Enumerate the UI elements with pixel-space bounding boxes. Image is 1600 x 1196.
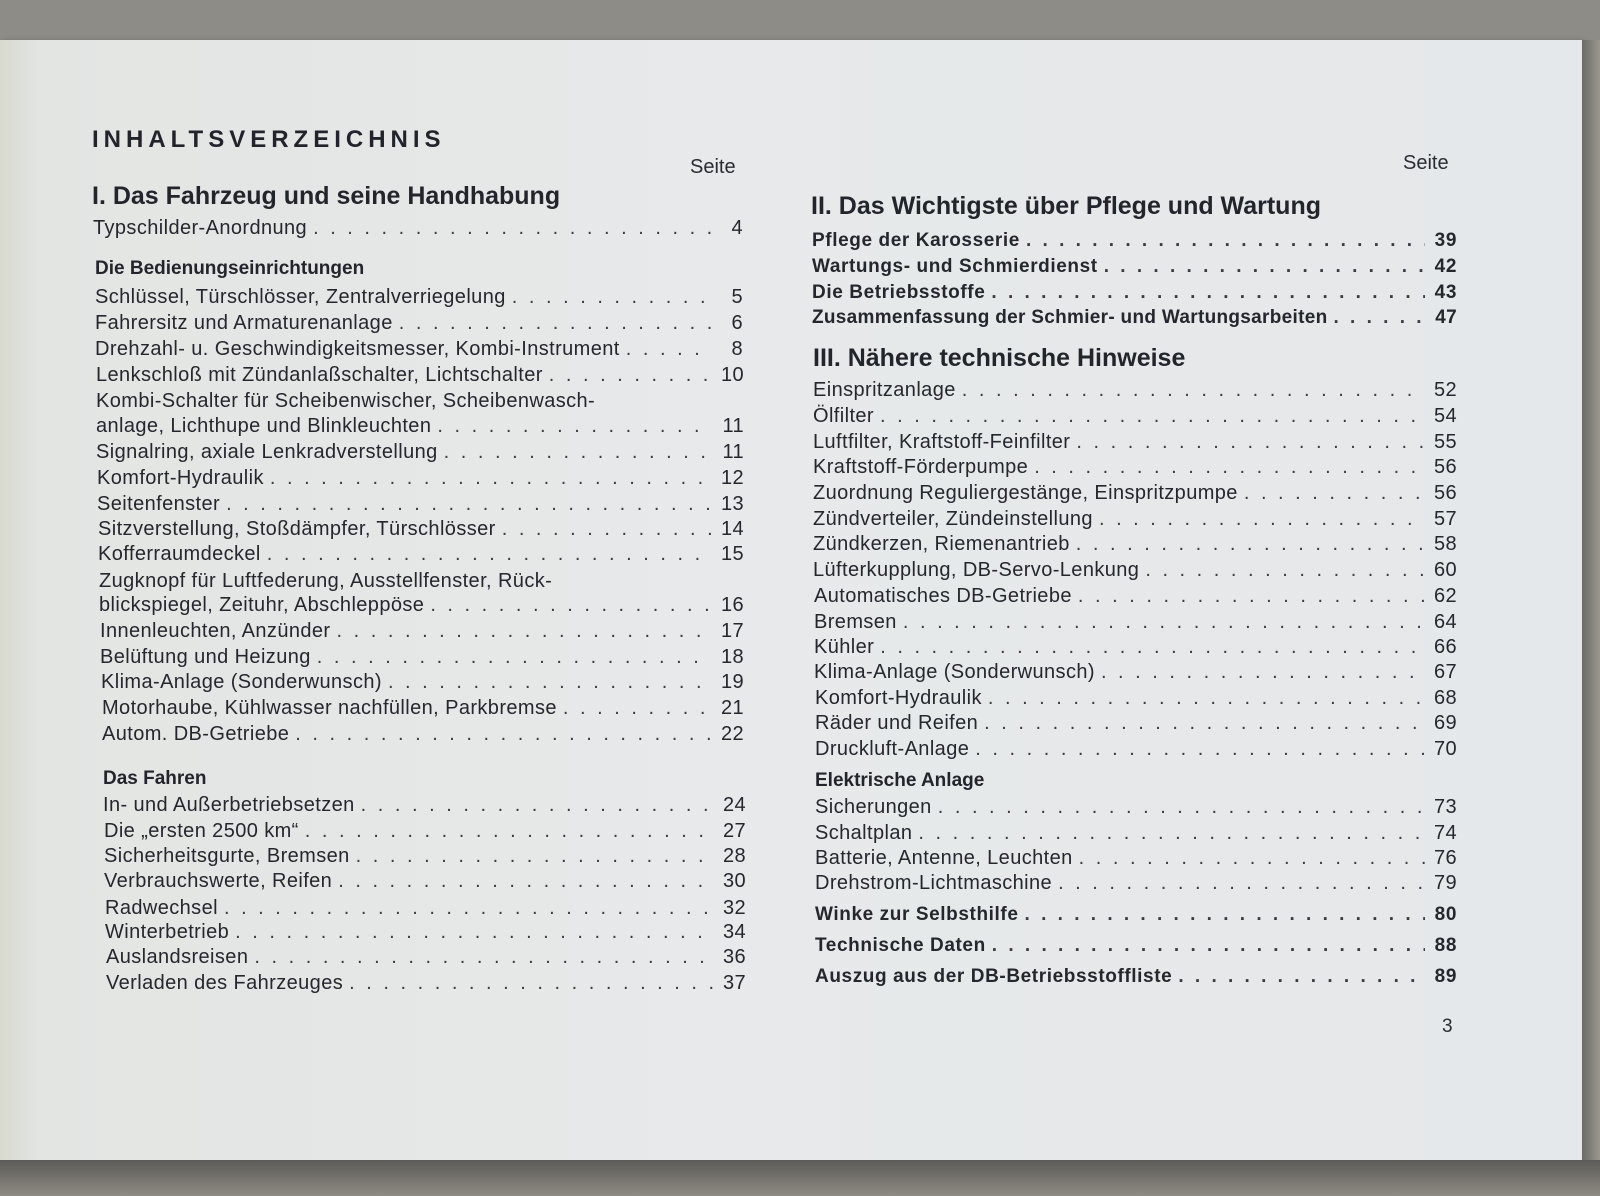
toc-entry (103, 794, 746, 817)
leader-dots (1034, 456, 1425, 479)
toc-entry (95, 286, 743, 309)
seite-label-left: Seite (690, 156, 736, 178)
entry-page: 62 (1433, 585, 1457, 607)
entry-page: 34 (722, 921, 746, 943)
entry-label: Signalring, axiale Lenkradverstellung (96, 441, 438, 463)
entry-page: 28 (722, 845, 746, 867)
toc-entry (813, 482, 1457, 505)
entry-page: 55 (1433, 431, 1457, 453)
entry-page: 4 (731, 217, 743, 239)
page-edge-right (1582, 40, 1600, 1160)
entry-label: Technische Daten (815, 935, 986, 956)
toc-entry (815, 935, 1457, 957)
toc-entry (813, 431, 1457, 454)
entry-page: 57 (1433, 508, 1457, 530)
entry-label: Auszug aus der DB-Betriebsstoffliste (815, 966, 1173, 987)
entry-page: 58 (1433, 533, 1457, 555)
leader-dots (992, 935, 1425, 957)
entry-page: 56 (1433, 456, 1457, 478)
toc-entry (96, 415, 744, 438)
toc-entry (813, 508, 1457, 531)
entry-label: Zuordnung Reguliergestänge, Einspritzpumpe (813, 482, 1238, 504)
leader-dots (317, 646, 712, 669)
toc-entry (815, 738, 1457, 761)
toc-entry (815, 847, 1457, 870)
entry-label: Luftfilter, Kraftstoff-Feinfilter (813, 431, 1071, 453)
entry-page: 56 (1433, 482, 1457, 504)
background-top (0, 0, 1600, 40)
toc-entry (814, 611, 1457, 634)
section-3-title: III. Nähere technische Hinweise (813, 344, 1186, 372)
entry-label: blickspiegel, Zeituhr, Abschleppöse (99, 594, 425, 616)
entry-page: 54 (1433, 405, 1457, 427)
leader-dots (1101, 661, 1425, 684)
toc-entry (104, 845, 746, 868)
toc-entry (815, 822, 1457, 845)
leader-dots (903, 611, 1425, 634)
leader-dots (361, 794, 714, 817)
entry-label: Drehstrom-Lichtmaschine (815, 872, 1053, 894)
toc-entry (812, 307, 1457, 329)
leader-dots (437, 415, 712, 438)
toc-entry (813, 533, 1457, 556)
leader-dots (1026, 230, 1425, 252)
toc-entry (106, 972, 746, 995)
toc-entry (102, 697, 744, 720)
leader-dots (356, 845, 714, 868)
entry-label: Innenleuchten, Anzünder (100, 620, 331, 642)
entry-label: Klima-Anlage (Sonderwunsch) (101, 671, 382, 693)
toc-entry (93, 217, 743, 240)
entry-page: 5 (731, 286, 743, 308)
entry-label: Lenkschloß mit Zündanlaßschalter, Lichtschalter (96, 364, 543, 386)
entry-label: Seitenfenster (97, 493, 221, 515)
entry-label: Kofferraumdeckel (98, 543, 261, 565)
toc-entry (812, 256, 1457, 278)
toc-entry (102, 723, 744, 746)
entry-label: Die „ersten 2500 km“ (104, 820, 299, 842)
leader-dots (224, 897, 714, 920)
leader-dots (388, 671, 712, 694)
entry-label: anlage, Lichthupe und Blinkleuchten (96, 415, 432, 437)
entry-page: 27 (722, 820, 746, 842)
entry-label: Zündkerzen, Riemenantrieb (813, 533, 1070, 555)
entry-page: 79 (1433, 872, 1457, 894)
entry-page: 32 (722, 897, 746, 919)
toc-entry (100, 646, 744, 669)
entry-label: Fahrersitz und Armaturenanlage (95, 312, 393, 334)
toc-entry (812, 282, 1457, 304)
toc-entry (814, 661, 1457, 684)
leader-dots (962, 379, 1425, 402)
entry-page: 43 (1434, 282, 1457, 303)
entry-page: 19 (720, 671, 744, 693)
leader-dots (1099, 508, 1425, 531)
leader-dots (988, 687, 1425, 710)
entry-page: 60 (1433, 559, 1457, 581)
entry-label: Lüfterkupplung, DB-Servo-Lenkung (813, 559, 1140, 581)
leader-dots (305, 820, 714, 843)
toc-entry (815, 712, 1457, 735)
leader-dots (938, 796, 1425, 819)
entry-label: Pflege der Karosserie (812, 230, 1020, 251)
leader-dots (235, 921, 714, 944)
leader-dots (1104, 256, 1425, 278)
toc-entry (100, 620, 744, 643)
entry-label: Sicherheitsgurte, Bremsen (104, 845, 350, 867)
leader-dots (512, 286, 711, 309)
entry-label: Schlüssel, Türschlösser, Zentralverriegelung (95, 286, 506, 308)
entry-label: Automatisches DB-Getriebe (814, 585, 1072, 607)
entry-page: 69 (1433, 712, 1457, 734)
entry-label: Zündverteiler, Zündeinstellung (813, 508, 1093, 530)
leader-dots (502, 518, 712, 541)
toc-entry (96, 364, 744, 387)
entry-page: 12 (720, 467, 744, 489)
leader-dots (349, 972, 714, 995)
entry-label: Sicherungen (815, 796, 932, 818)
toc-entry (95, 338, 743, 361)
toc-entry (104, 870, 746, 893)
entry-page: 30 (722, 870, 746, 892)
entry-label: Belüftung und Heizung (100, 646, 311, 668)
entry-page: 42 (1434, 256, 1457, 277)
leader-dots (1025, 904, 1425, 926)
leader-dots (549, 364, 712, 387)
entry-label-line1: Kombi-Schalter für Scheibenwischer, Scheibenwasch- (96, 390, 596, 412)
entry-label: Zusammenfassung der Schmier- und Wartungsarbeiten (812, 307, 1328, 328)
entry-page: 47 (1435, 307, 1457, 328)
entry-page: 11 (722, 441, 744, 463)
leader-dots (626, 338, 711, 361)
entry-label: Auslandsreisen (106, 946, 249, 968)
leader-dots (337, 620, 713, 643)
entry-label: Ölfilter (813, 405, 874, 427)
toc-entry (813, 559, 1457, 582)
leader-dots (880, 636, 1425, 659)
leader-dots (270, 467, 712, 490)
leader-dots (1333, 307, 1425, 329)
leader-dots (563, 697, 712, 720)
toc-entry (812, 230, 1457, 252)
entry-page: 22 (720, 723, 744, 745)
toc-entry (106, 946, 746, 969)
entry-page: 18 (720, 646, 744, 668)
entry-page: 37 (722, 972, 746, 994)
entry-label: Winterbetrieb (105, 921, 230, 943)
page-number: 3 (1442, 1016, 1453, 1037)
toc-entry (97, 467, 744, 490)
leader-dots (1076, 431, 1425, 454)
entry-page: 36 (722, 946, 746, 968)
entry-label: Kraftstoff-Förderpumpe (813, 456, 1029, 478)
entry-page: 64 (1433, 611, 1457, 633)
entry-page: 76 (1433, 847, 1457, 869)
entry-page: 13 (720, 493, 744, 515)
section-2-title: II. Das Wichtigste über Pflege und Wartung (811, 192, 1321, 220)
entry-page: 52 (1433, 379, 1457, 401)
entry-page: 80 (1434, 904, 1457, 925)
toc-entry (815, 872, 1457, 895)
entry-page: 39 (1434, 230, 1457, 251)
leader-dots (338, 870, 714, 893)
entry-label: Komfort-Hydraulik (815, 687, 982, 709)
leader-dots (444, 441, 712, 464)
toc-entry (815, 904, 1457, 926)
leader-dots (984, 712, 1425, 735)
entry-label: Winke zur Selbsthilfe (815, 904, 1019, 925)
toc-entry (813, 405, 1457, 428)
leader-dots (1076, 533, 1425, 556)
entry-page: 73 (1433, 796, 1457, 818)
entry-page: 67 (1433, 661, 1457, 683)
entry-page: 21 (720, 697, 744, 719)
entry-label-line1: Zugknopf für Luftfederung, Ausstellfenster, Rück- (99, 570, 553, 592)
toc-entry (96, 441, 744, 464)
entry-page: 66 (1433, 636, 1457, 658)
entry-label: Wartungs- und Schmierdienst (812, 256, 1098, 277)
entry-page: 10 (720, 364, 744, 386)
leader-dots (1078, 585, 1425, 608)
toc-entry (98, 543, 744, 566)
entry-page: 6 (731, 312, 743, 334)
toc-entry (815, 966, 1457, 988)
entry-label: Autom. DB-Getriebe (102, 723, 290, 745)
entry-label: Verladen des Fahrzeuges (106, 972, 344, 994)
entry-label: Räder und Reifen (815, 712, 979, 734)
leader-dots (975, 738, 1425, 761)
entry-label: In- und Außerbetriebsetzen (103, 794, 355, 816)
toc-title: INHALTSVERZEICHNIS (92, 126, 446, 153)
entry-page: 68 (1433, 687, 1457, 709)
toc-entry (98, 518, 744, 541)
entry-label: Bremsen (814, 611, 897, 633)
entry-label: Druckluft-Anlage (815, 738, 970, 760)
toc-entry (104, 820, 746, 843)
entry-page: 74 (1433, 822, 1457, 844)
leader-dots (880, 405, 1425, 428)
entry-page: 70 (1433, 738, 1457, 760)
toc-entry (101, 671, 744, 694)
entry-page: 88 (1434, 935, 1457, 956)
entry-label: Typschilder-Anordnung (93, 217, 308, 239)
seite-label-right: Seite (1403, 152, 1449, 174)
leader-dots (226, 493, 712, 516)
entry-page: 11 (722, 415, 744, 437)
entry-label: Schaltplan (815, 822, 913, 844)
toc-entry (815, 687, 1457, 710)
leader-dots (918, 822, 1425, 845)
toc-entry (814, 585, 1457, 608)
toc-entry (813, 456, 1457, 479)
leader-dots (1244, 482, 1425, 505)
entry-label: Die Betriebsstoffe (812, 282, 986, 303)
toc-entry (105, 897, 746, 920)
entry-label: Komfort-Hydraulik (97, 467, 264, 489)
toc-entry (813, 379, 1457, 402)
leader-dots (1145, 559, 1425, 582)
leader-dots (267, 543, 712, 566)
toc-entry (99, 594, 744, 617)
entry-page: 14 (720, 518, 744, 540)
elektrik-heading: Elektrische Anlage (815, 770, 985, 791)
entry-label: Einspritzanlage (813, 379, 956, 401)
leader-dots (399, 312, 711, 335)
entry-label: Klima-Anlage (Sonderwunsch) (814, 661, 1095, 683)
entry-label: Drehzahl- u. Geschwindigkeitsmesser, Kombi-Instrument (95, 338, 620, 360)
entry-label: Radwechsel (105, 897, 218, 919)
bedienung-heading: Die Bedienungseinrichtungen (95, 258, 365, 279)
entry-page: 16 (720, 594, 744, 616)
entry-label: Motorhaube, Kühlwasser nachfüllen, Parkbremse (102, 697, 557, 719)
leader-dots (1178, 966, 1425, 988)
toc-entry (95, 312, 743, 335)
entry-label: Sitzverstellung, Stoßdämpfer, Türschlösser (98, 518, 496, 540)
entry-page: 8 (731, 338, 743, 360)
toc-entry (97, 493, 744, 516)
fahren-heading: Das Fahren (103, 768, 207, 789)
toc-entry (105, 921, 746, 944)
background-bottom (0, 1160, 1600, 1196)
entry-page: 89 (1434, 966, 1457, 987)
entry-label: Kühler (814, 636, 875, 658)
leader-dots (313, 217, 711, 240)
leader-dots (1079, 847, 1425, 870)
leader-dots (254, 946, 714, 969)
entry-page: 17 (720, 620, 744, 642)
entry-label: Verbrauchswerte, Reifen (104, 870, 333, 892)
entry-page: 15 (720, 543, 744, 565)
entry-label: Batterie, Antenne, Leuchten (815, 847, 1073, 869)
leader-dots (1058, 872, 1425, 895)
leader-dots (430, 594, 712, 617)
toc-entry (815, 796, 1457, 819)
entry-page: 24 (722, 794, 746, 816)
leader-dots (295, 723, 712, 746)
toc-entry (814, 636, 1457, 659)
leader-dots (991, 282, 1425, 304)
section-1-title: I. Das Fahrzeug und seine Handhabung (92, 182, 561, 210)
